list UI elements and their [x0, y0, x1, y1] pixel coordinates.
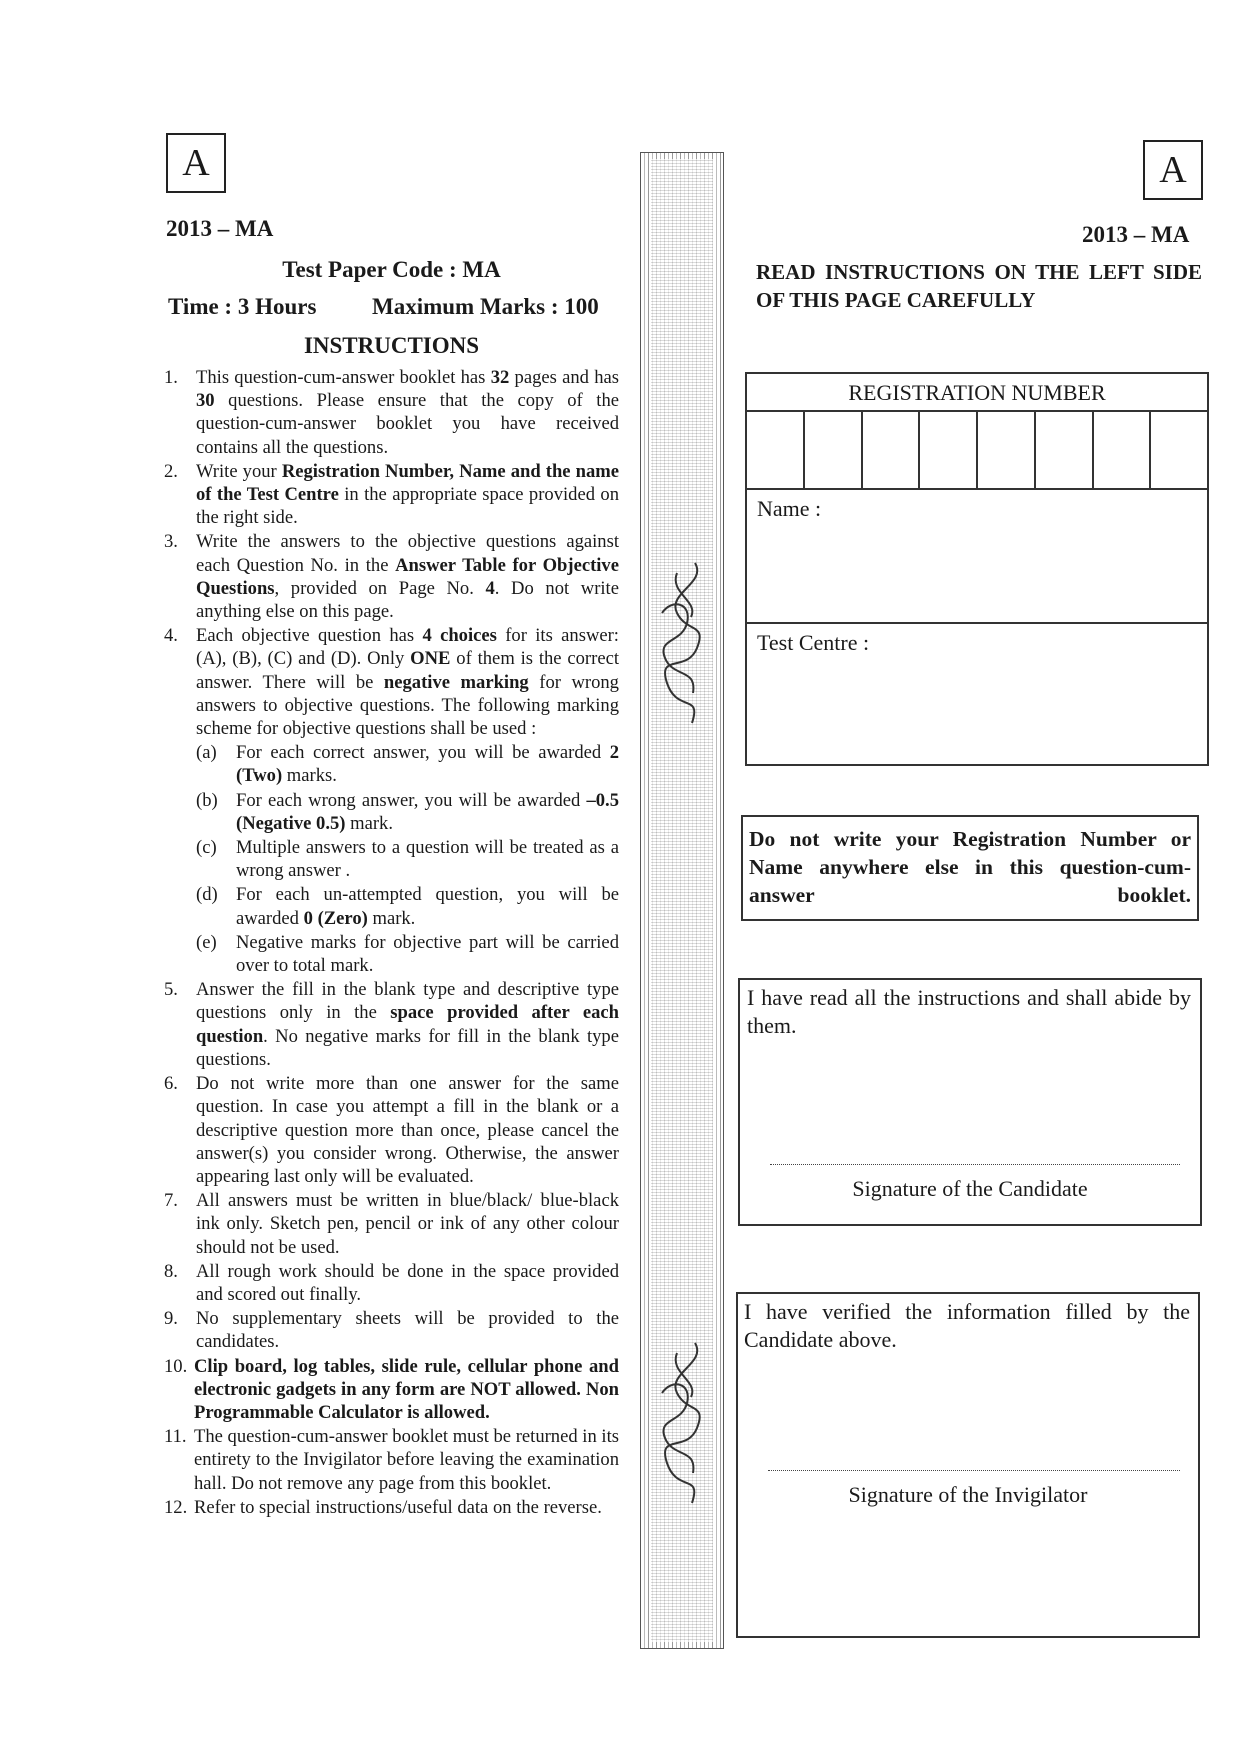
paper-code: Test Paper Code : MA	[282, 257, 501, 282]
instruction-item	[164, 1072, 619, 1188]
seal-scribble-top	[647, 553, 717, 743]
registration-cell[interactable]	[1094, 412, 1152, 488]
read-instructions-notice: READ INSTRUCTIONS ON THE LEFT SIDE OF THIS PAGE CAREFULLY	[756, 260, 1202, 312]
candidate-declaration-box	[738, 978, 1202, 1226]
instruction-text: Each objective question has 4 choices for its answer: (A), (B), (C) and (D). Only ONE of them is the correct answer. There will be negative marking for wrong answers to objective questions. The following marking scheme for objective questions shall be used :	[196, 625, 619, 740]
instruction-text: Write your Registration Number, Name and the name of the Test Centre in the appropriate space provided on the right side.	[196, 460, 619, 529]
invigilator-declaration-text: I have verified the information filled by the Candidate above.	[744, 1299, 1190, 1352]
instruction-item	[164, 978, 619, 1071]
set-code-box-left	[166, 133, 226, 193]
instruction-item	[164, 460, 619, 530]
candidate-declaration-text: I have read all the instructions and shall abide by them.	[747, 985, 1191, 1038]
instruction-item	[164, 1355, 619, 1425]
instruction-text: Answer the fill in the blank type and descriptive type questions only in the space provided after each question. No negative marks for fill in the blank type questions.	[196, 979, 619, 1070]
instruction-number: 9.	[164, 1308, 178, 1330]
invigilator-declaration-box	[736, 1292, 1200, 1638]
registration-cell[interactable]	[978, 412, 1036, 488]
instruction-number: 10.	[164, 1355, 188, 1377]
marking-scheme-letter: (a)	[196, 742, 217, 764]
instruction-number: 12.	[164, 1496, 188, 1518]
instruction-item	[164, 1307, 619, 1353]
year-code-left: 2013 – MA	[166, 216, 274, 241]
registration-title: REGISTRATION NUMBER	[747, 374, 1207, 412]
marking-scheme-letter: (c)	[196, 837, 217, 859]
set-code-box-right	[1143, 140, 1203, 200]
instruction-item	[164, 624, 619, 977]
instruction-number: 7.	[164, 1190, 178, 1212]
registration-cell[interactable]	[920, 412, 978, 488]
instruction-text: All rough work should be done in the space provided and scored out finally.	[196, 1260, 619, 1305]
instruction-number: 6.	[164, 1073, 178, 1095]
marking-scheme-item	[196, 931, 619, 977]
instruction-item	[164, 1189, 619, 1259]
instruction-number: 4.	[164, 625, 178, 647]
instructions-title: INSTRUCTIONS	[303, 333, 480, 358]
instruction-item	[164, 1496, 619, 1519]
year-code-right: 2013 – MA	[1082, 222, 1190, 247]
set-code-left: A	[182, 142, 210, 184]
warning-text: Do not write your Registration Number or Name anywhere else in this question-cum-answer booklet.	[749, 827, 1191, 907]
marking-scheme-item	[196, 836, 619, 882]
instruction-number: 11.	[164, 1426, 187, 1448]
test-centre-field[interactable]	[747, 624, 1207, 662]
maximum-marks: Maximum Marks : 100	[372, 294, 599, 319]
instruction-text: The question-cum-answer booklet must be returned in its entirety to the Invigilator before leaving the examination hall. Do not remove any page from this booklet.	[194, 1426, 619, 1494]
registration-cells	[747, 412, 1207, 490]
binding-strip	[640, 152, 724, 1649]
instruction-text: Clip board, log tables, slide rule, cellular phone and electronic gadgets in any form are NOT allowed. Non Programmable Calculator is allowed.	[194, 1355, 619, 1423]
warning-box	[741, 815, 1199, 921]
marking-scheme-text: For each un-attempted question, you will be awarded 0 (Zero) mark.	[236, 884, 619, 929]
instruction-number: 3.	[164, 531, 178, 553]
instruction-number: 5.	[164, 979, 178, 1001]
marking-scheme-text: For each wrong answer, you will be awarded –0.5 (Negative 0.5) mark.	[236, 789, 619, 834]
candidate-signature-line[interactable]	[770, 1164, 1180, 1165]
registration-cell[interactable]	[1151, 412, 1207, 488]
registration-cell[interactable]	[805, 412, 863, 488]
marking-scheme-letter: (d)	[196, 884, 218, 906]
instructions-list	[164, 366, 619, 1520]
marking-scheme-text: Multiple answers to a question will be treated as a wrong answer .	[236, 837, 619, 882]
instruction-number: 1.	[164, 367, 178, 388]
instruction-number: 8.	[164, 1260, 178, 1282]
marking-scheme-letter: (e)	[196, 931, 217, 953]
name-field[interactable]	[747, 490, 1207, 624]
marking-scheme-text: For each correct answer, you will be awarded 2 (Two) marks.	[236, 742, 619, 787]
marking-scheme-item	[196, 789, 619, 835]
registration-cell[interactable]	[1036, 412, 1094, 488]
instruction-item	[164, 530, 619, 623]
invigilator-signature-line[interactable]	[768, 1470, 1180, 1471]
set-code-right: A	[1159, 149, 1187, 191]
instruction-text: No supplementary sheets will be provided to the candidates.	[196, 1308, 619, 1353]
instruction-text: Do not write more than one answer for the same question. In case you attempt a fill in the blank or a descriptive question more than once, please cancel the answer(s) you consider wrong. Otherwise, the answer appearing last only will be evaluated.	[196, 1073, 619, 1187]
marking-scheme-item	[196, 883, 619, 929]
seal-scribble-bottom	[647, 1333, 717, 1523]
marking-scheme-text: Negative marks for objective part will be carried over to total mark.	[236, 931, 619, 977]
instruction-text: Refer to special instructions/useful data on the reverse.	[194, 1496, 602, 1518]
candidate-signature-label: Signature of the Candidate	[852, 1176, 1088, 1201]
marking-scheme-letter: (b)	[196, 789, 218, 811]
registration-box	[745, 372, 1209, 766]
invigilator-signature-label: Signature of the Invigilator	[848, 1482, 1088, 1507]
instruction-number: 2.	[164, 460, 178, 482]
instruction-item	[164, 1425, 619, 1495]
registration-cell[interactable]	[863, 412, 921, 488]
instruction-text: Write the answers to the objective questions against each Question No. in the Answer Table for Objective Questions, provided on Page No. 4. Do not write anything else on this page.	[196, 531, 619, 623]
name-label: Name :	[757, 496, 822, 521]
instruction-text: All answers must be written in blue/black/ blue-black ink only. Sketch pen, pencil or ink of any other colour should not be used.	[196, 1190, 619, 1258]
instruction-text: This question-cum-answer booklet has 32 pages and has 30 questions. Please ensure that the copy of the question-cum-answer booklet you have received contains all the questions.	[196, 367, 619, 458]
marking-scheme-item	[196, 741, 619, 787]
registration-cell[interactable]	[747, 412, 805, 488]
time-allowed: Time : 3 Hours	[168, 294, 317, 319]
instruction-item	[164, 366, 619, 459]
instruction-item	[164, 1260, 619, 1306]
test-centre-label: Test Centre :	[757, 630, 870, 655]
